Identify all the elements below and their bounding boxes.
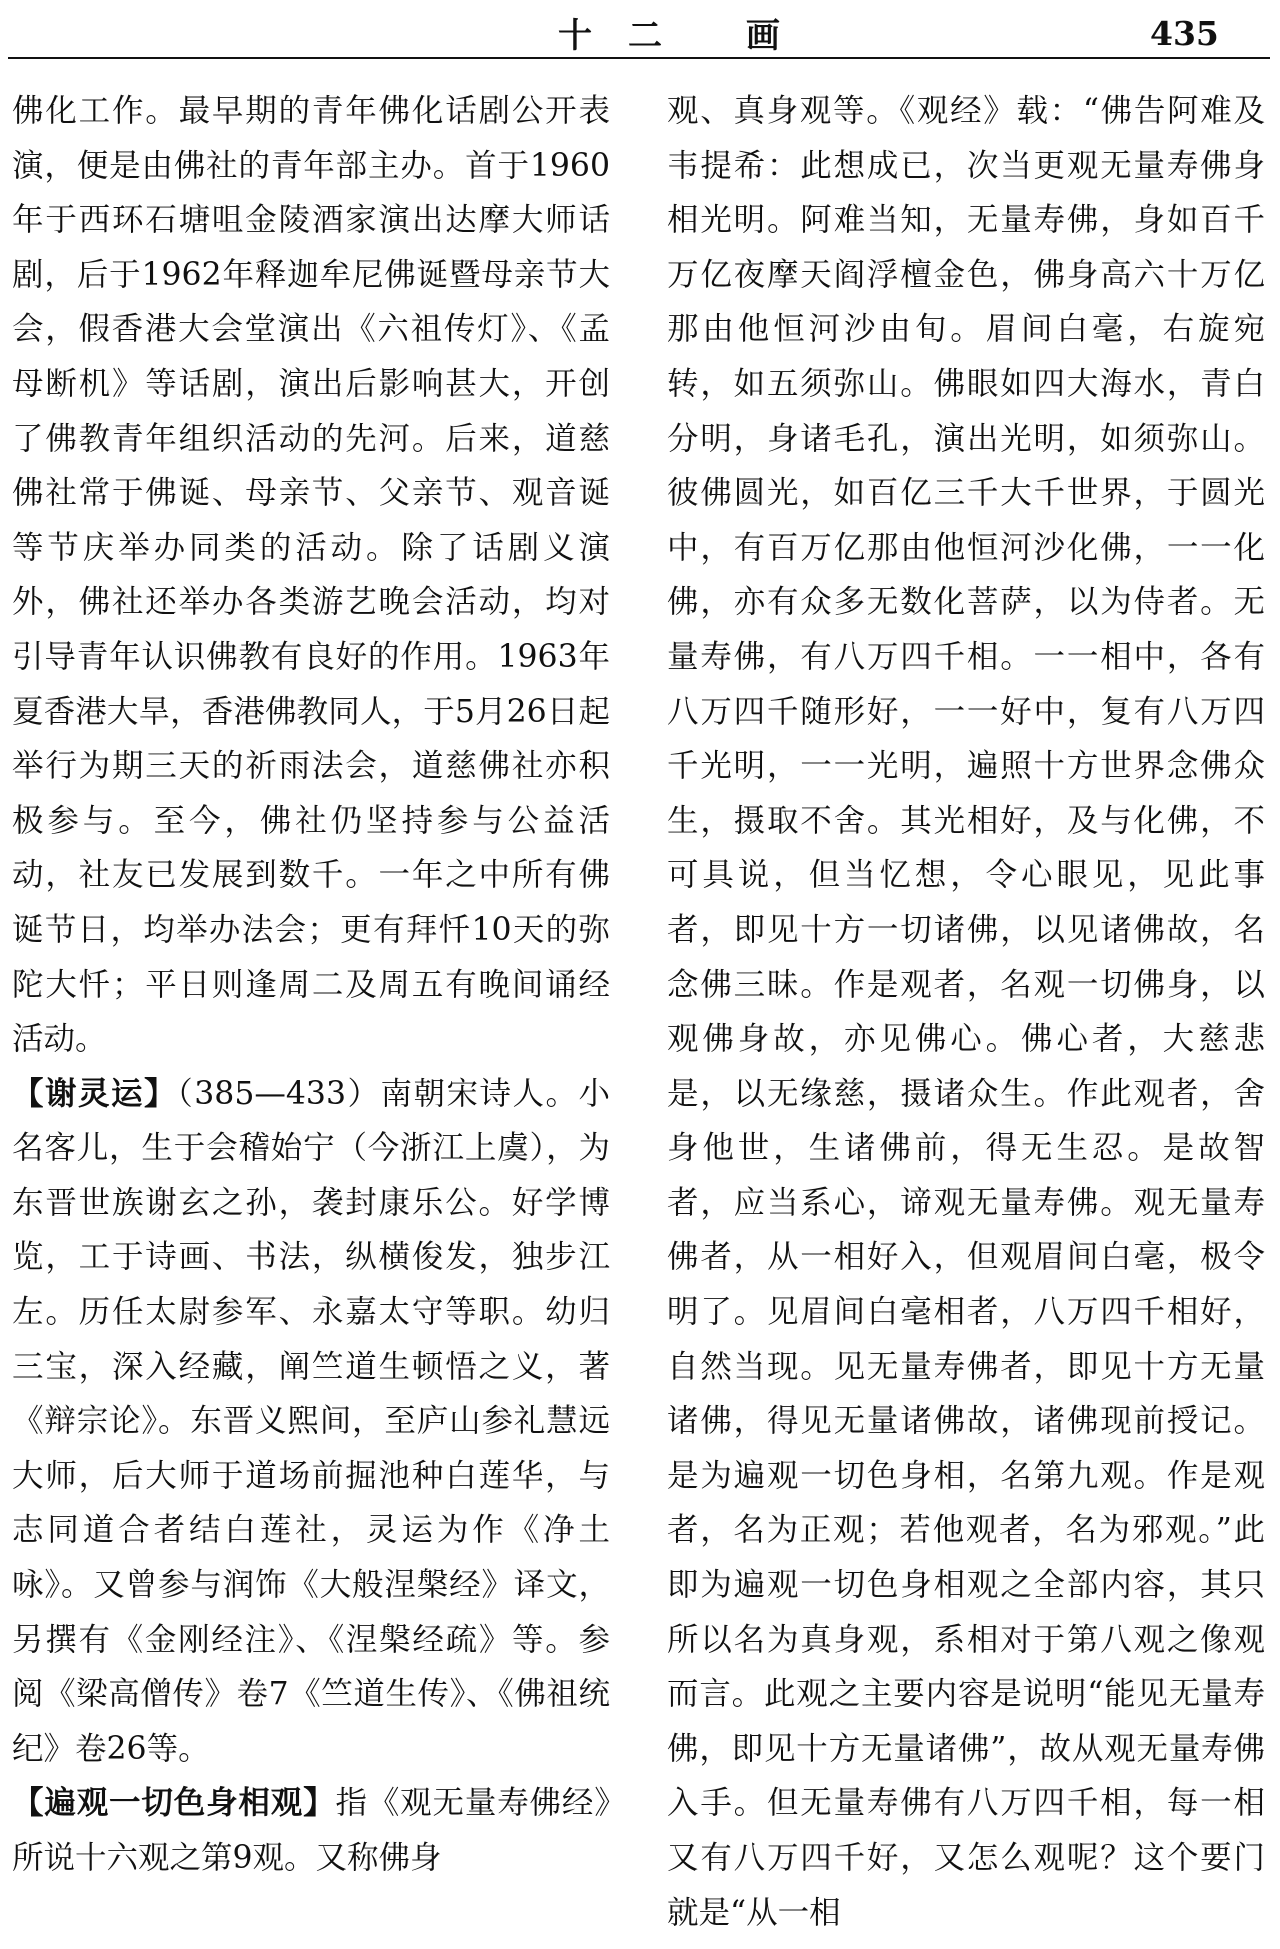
entry-headword: 【谢灵运】 [12, 1074, 177, 1112]
header-rule [8, 57, 1270, 59]
paragraph-text: 佛化工作。最早期的青年佛化话剧公开表演，便是由佛社的青年部主办。首于1960年于西环石塘咀金陵酒家演出达摩大师话剧，后于1962年释迦牟尼佛诞暨母亲节大会，假香港大会堂演出《六祖传灯》、《孟母断机》等话剧，演出后影响甚大，开创了佛教青年组织活动的先河。后来，道慈佛社常于佛诞、母亲节、父亲节、观音诞等节庆举办同类的活动。除了话剧义演外，佛社还举办各类游艺晚会活动，均对引导青年认识佛教有良好的作用。1963年夏香港大旱，香港佛教同人，于5月26日起举行为期三天的祈雨法会，道慈佛社亦积极参与。至今，佛社仍坚持参与公益活动，社友已发展到数千。一年之中所有佛诞节日，均举办法会；更有拜忏10天的弥陀大忏；平日则逢周二及周五有晚间诵经活动。 [12, 93, 610, 1058]
page-header [0, 0, 1280, 70]
paragraph-bianguan-continued [667, 84, 1265, 1940]
page-number: 435 [1150, 14, 1219, 53]
entry-headword: 【遍观一切色身相观】 [12, 1784, 336, 1822]
entry-xie-lingyun [12, 1067, 610, 1777]
paragraph-daoci-continued [12, 84, 610, 1067]
left-column [12, 84, 610, 1886]
entry-body: （385—433）南朝宋诗人。小名客儿，生于会稽始宁（今浙江上虞），为东晋世族谢玄之孙，袭封康乐公。好学博览，工于诗画、书法，纵横俊发，独步江左。历任太尉参军、永嘉太守等职。幼归三宝，深入经藏，阐竺道生顿悟之义，著《辩宗论》。东晋义熙间，至庐山参礼慧远大师，后大师于道场前掘池种白莲华，与志同道合者结白莲社，灵运为作《净土咏》。又曾参与润饰《大般涅槃经》译文，另撰有《金刚经注》、《涅槃经疏》等。参阅《梁高僧传》卷7《竺道生传》、《佛祖统纪》卷26等。 [12, 1075, 610, 1767]
entry-body: 指《观无量寿佛经》所说十六观之第9观。又称佛身 [12, 1785, 610, 1876]
entry-bianguan [12, 1776, 610, 1885]
running-title: 十二 画 [558, 16, 816, 56]
paragraph-text: 观、真身观等。《观经》载：“佛告阿难及韦提希：此想成已，次当更观无量寿佛身相光明。阿难当知，无量寿佛，身如百千万亿夜摩天阎浮檀金色，佛身高六十万亿那由他恒河沙由旬。眉间白毫，右旋宛转，如五须弥山。佛眼如四大海水，青白分明，身诸毛孔，演出光明，如须弥山。彼佛圆光，如百亿三千大千世界，于圆光中，有百万亿那由他恒河沙化佛，一一化佛，亦有众多无数化菩萨，以为侍者。无量寿佛，有八万四千相。一一相中，各有八万四千随形好，一一好中，复有八万四千光明，一一光明，遍照十方世界念佛众生，摄取不舍。其光相好，及与化佛，不可具说，但当忆想，令心眼见，见此事者，即见十方一切诸佛，以见诸佛故，名念佛三昧。作是观者，名观一切佛身，以观佛身故，亦见佛心。佛心者，大慈悲是，以无缘慈，摄诸众生。作此观者，舍身他世，生诸佛前，得无生忍。是故智者，应当系心，谛观无量寿佛。观无量寿佛者，从一相好入，但观眉间白毫，极令明了。见眉间白毫相者，八万四千相好，自然当现。见无量寿佛者，即见十方无量诸佛，得见无量诸佛故，诸佛现前授记。是为遍观一切色身相，名第九观。作是观者，名为正观；若他观者，名为邪观。”此即为遍观一切色身相观之全部内容，其只所以名为真身观，系相对于第八观之像观而言。此观之主要内容是说明“能见无量寿佛，即见十方无量诸佛”，故从观无量寿佛入手。但无量寿佛有八万四千相，每一相又有八万四千好，又怎么观呢？这个要门就是“从一相 [667, 93, 1265, 1931]
right-column [667, 84, 1265, 1940]
